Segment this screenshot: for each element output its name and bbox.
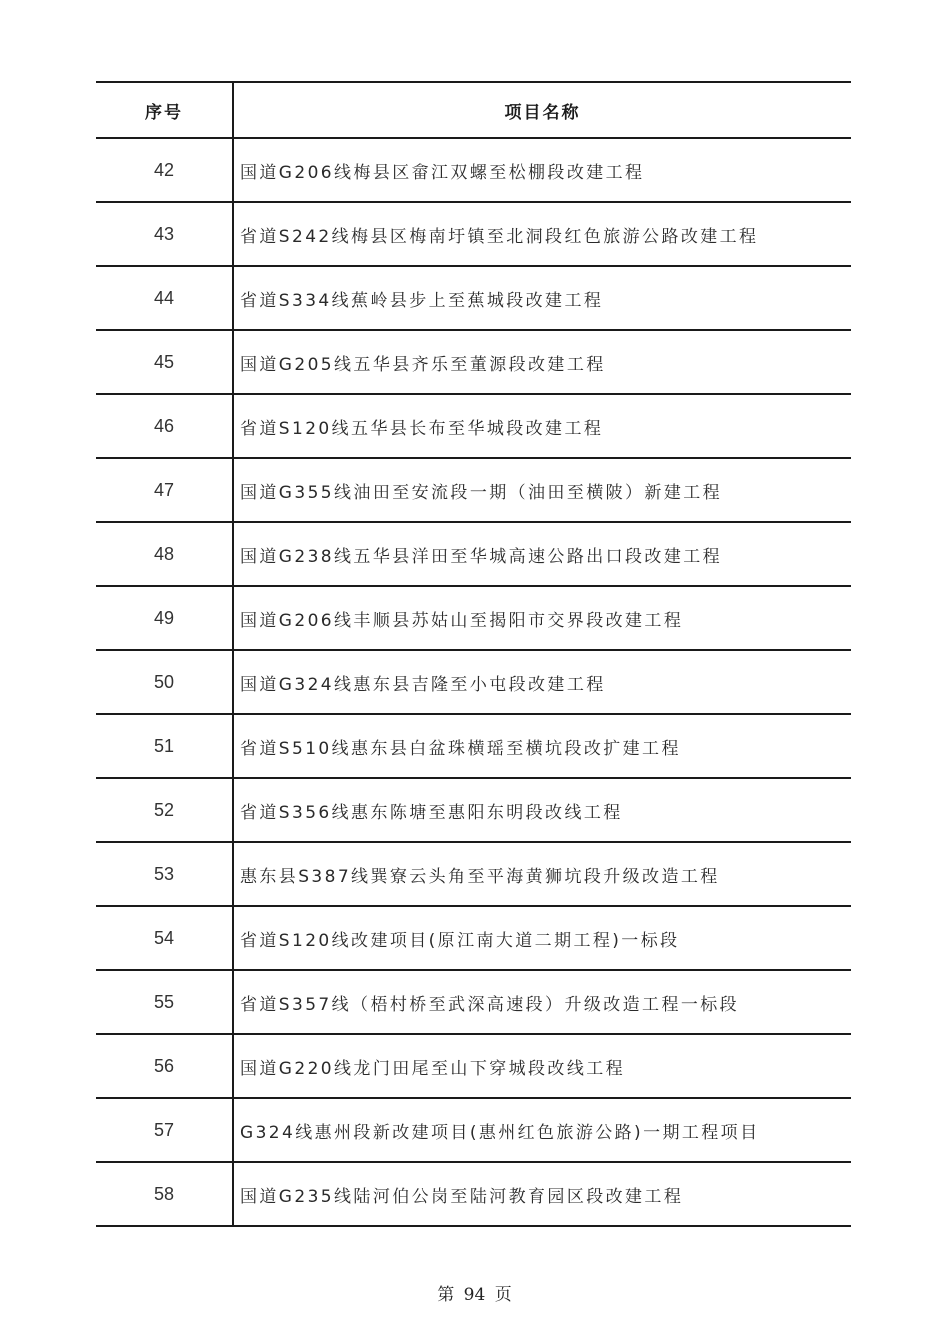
row-project-name: 国道G238线五华县洋田至华城高速公路出口段改建工程 — [233, 522, 851, 586]
table-row — [96, 778, 851, 842]
row-project-name: 省道S356线惠东陈塘至惠阳东明段改线工程 — [233, 778, 851, 842]
row-index: 42 — [96, 138, 233, 202]
row-index: 43 — [96, 202, 233, 266]
table-row — [96, 1162, 851, 1226]
row-project-name: 省道S510线惠东县白盆珠横瑶至横坑段改扩建工程 — [233, 714, 851, 778]
row-index: 45 — [96, 330, 233, 394]
table-row — [96, 586, 851, 650]
table-row — [96, 1098, 851, 1162]
row-index: 51 — [96, 714, 233, 778]
row-project-name: 国道G206线丰顺县苏姑山至揭阳市交界段改建工程 — [233, 586, 851, 650]
project-table — [96, 81, 851, 1227]
row-project-name: 省道S120线改建项目(原江南大道二期工程)一标段 — [233, 906, 851, 970]
table-row — [96, 714, 851, 778]
table-row — [96, 906, 851, 970]
row-index: 55 — [96, 970, 233, 1034]
table-row — [96, 650, 851, 714]
table-row — [96, 138, 851, 202]
row-index: 47 — [96, 458, 233, 522]
table-row — [96, 330, 851, 394]
table-row — [96, 1034, 851, 1098]
row-project-name: 省道S242线梅县区梅南圩镇至北洞段红色旅游公路改建工程 — [233, 202, 851, 266]
row-project-name: 省道S334线蕉岭县步上至蕉城段改建工程 — [233, 266, 851, 330]
row-index: 57 — [96, 1098, 233, 1162]
row-index: 48 — [96, 522, 233, 586]
table-row — [96, 842, 851, 906]
row-index: 50 — [96, 650, 233, 714]
row-project-name: G324线惠州段新改建项目(惠州红色旅游公路)一期工程项目 — [233, 1098, 851, 1162]
row-project-name: 省道S120线五华县长布至华城段改建工程 — [233, 394, 851, 458]
row-index: 56 — [96, 1034, 233, 1098]
table-row — [96, 522, 851, 586]
row-project-name: 国道G235线陆河伯公岗至陆河教育园区段改建工程 — [233, 1162, 851, 1226]
row-project-name: 国道G206线梅县区畲江双螺至松棚段改建工程 — [233, 138, 851, 202]
row-index: 58 — [96, 1162, 233, 1226]
row-project-name: 省道S357线（梧村桥至武深高速段）升级改造工程一标段 — [233, 970, 851, 1034]
row-project-name: 国道G220线龙门田尾至山下穿城段改线工程 — [233, 1034, 851, 1098]
header-index: 序号 — [96, 82, 233, 138]
row-project-name: 国道G355线油田至安流段一期（油田至横陂）新建工程 — [233, 458, 851, 522]
header-project-name: 项目名称 — [233, 82, 851, 138]
table-row — [96, 394, 851, 458]
row-index: 44 — [96, 266, 233, 330]
row-project-name: 国道G205线五华县齐乐至董源段改建工程 — [233, 330, 851, 394]
row-index: 46 — [96, 394, 233, 458]
row-index: 53 — [96, 842, 233, 906]
page-number: 第 94 页 — [437, 1285, 512, 1305]
table-row — [96, 202, 851, 266]
table-row — [96, 970, 851, 1034]
row-project-name: 惠东县S387线巽寮云头角至平海黄狮坑段升级改造工程 — [233, 842, 851, 906]
table-row — [96, 266, 851, 330]
table-row — [96, 458, 851, 522]
row-index: 52 — [96, 778, 233, 842]
table-header-row — [96, 82, 851, 138]
row-index: 49 — [96, 586, 233, 650]
row-index: 54 — [96, 906, 233, 970]
row-project-name: 国道G324线惠东县吉隆至小屯段改建工程 — [233, 650, 851, 714]
